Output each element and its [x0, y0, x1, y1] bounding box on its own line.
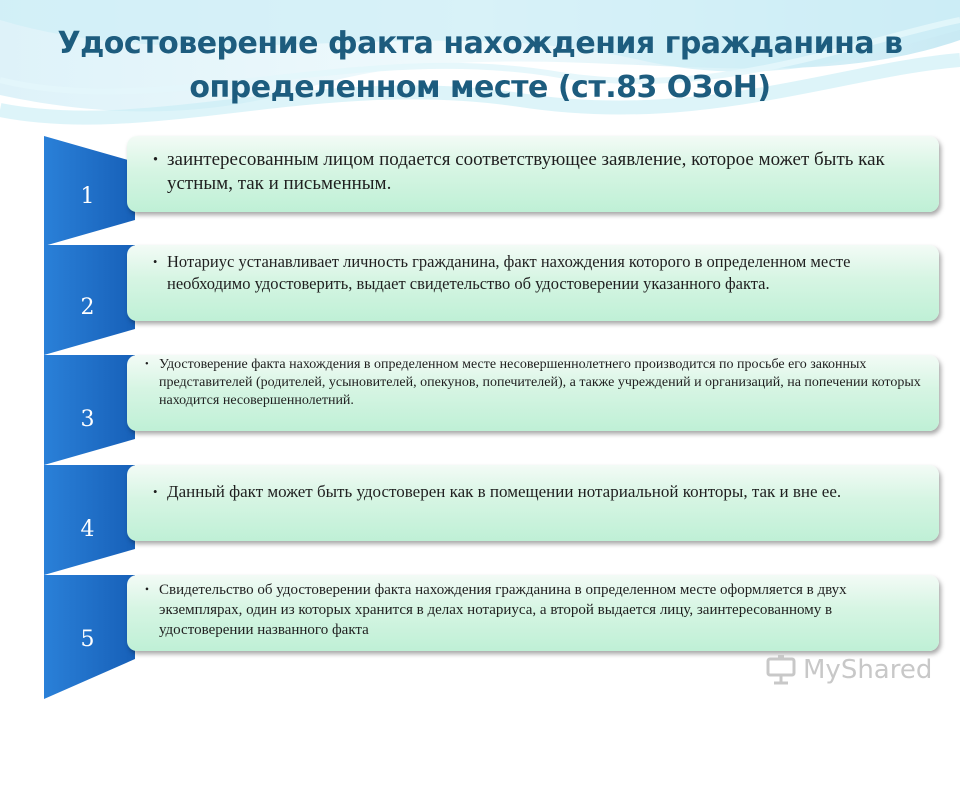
step-text-box	[127, 465, 939, 541]
step-number: 5	[80, 627, 95, 652]
step-number: 1	[80, 184, 95, 209]
step-number: 4	[80, 517, 95, 542]
watermark-text: MyShared	[803, 655, 933, 685]
title-line-2: определенном месте (ст.83 ОЗоН)	[189, 70, 771, 105]
step-text-box	[127, 355, 939, 431]
step-text: • заинтересованным лицом подается соответствующее заявление, которое может быть как устным, так и письменным.	[167, 148, 919, 196]
step-chevron	[40, 575, 135, 795]
step-text: • Данный факт может быть удостоверен как в помещении нотариальной конторы, так и вне ее.	[167, 481, 919, 503]
step-text-box	[127, 136, 939, 212]
step-text: • Нотариус устанавливает личность гражданина, факт нахождения которого в определенном месте необходимо удостоверить, выдает свидетельство об удостоверении указанного факта.	[167, 251, 919, 295]
page-title	[40, 22, 920, 110]
step-text-box	[127, 575, 939, 651]
watermark-logo	[765, 654, 932, 686]
step-text: • Свидетельство об удостоверении факта нахождения гражданина в определенном месте оформляется в двух экземплярах, один из которых хранится в делах нотариуса, а второй выдается лицу, заинтересованному в удостоверении названного факта	[159, 580, 925, 640]
presentation-board-icon	[765, 654, 797, 686]
title-line-1: Удостоверение факта нахождения гражданина в	[57, 26, 903, 61]
step-number: 2	[80, 295, 95, 320]
step-number: 3	[80, 407, 95, 432]
step-text-box	[127, 245, 939, 321]
step-text: • Удостоверение факта нахождения в определенном месте несовершеннолетнего производится по просьбе его законных представителей (родителей, усыновителей, опекунов, попечителей), а также учреждений и организаций, на попечении которых находится несовершеннолетний.	[159, 356, 923, 410]
